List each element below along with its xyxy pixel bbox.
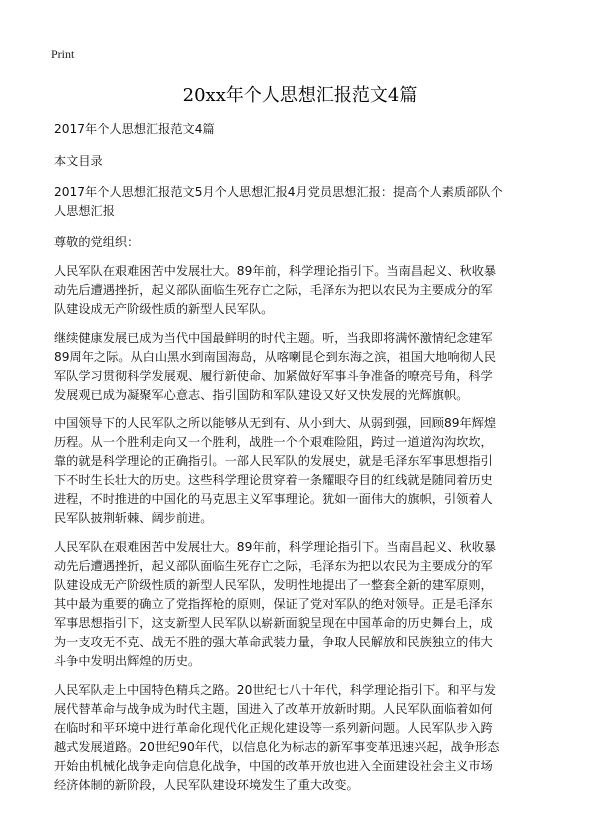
paragraph-line: 越式发展道路。20世纪90年代，以信息化为标志的新军事变革迅速兴起，战争形态 [54,740,500,754]
paragraph-4 [54,538,554,671]
paragraph-line: 中国领导下的人民军队之所以能够从无到有、从小到大、从弱到强，回顾89年辉煌 [54,416,497,430]
paragraph-3 [54,414,554,528]
subtitle: 2017年个人思想汇报范文4篇 [54,122,215,136]
paragraph-line: 斗争中发明出辉煌的历史。 [54,654,201,668]
paragraph-line: 动先后遭遇挫折，起义部队面临生死存亡之际，毛泽东为把以农民为主要成分的军 [54,559,493,573]
paragraph-line: 民军队披荆斩棘、阔步前进。 [54,511,213,525]
paragraph-2 [54,329,554,405]
paragraph-line: 军事思想指引下，这支新型人民军队以崭新面貌呈现在中国革命的历史舞台上，成 [54,616,493,630]
paragraph-line: 为一支攻无不克、战无不胜的强大革命武装力量，争取人民解放和民族独立的伟大 [54,635,493,649]
paragraph-line: 人民军队在艰难困苦中发展壮大。89年前，科学理论指引下。当南昌起义、秋收暴 [54,540,497,554]
document-title: 20xx年个人思想汇报范文4篇 [182,85,418,106]
paragraph-line: 进程，不时推进的中国化的马克思主义军事理论。犹如一面伟大的旗帜，引领着人 [54,492,493,506]
paragraph-line: 下不时生长壮大的历史。这些科学理论贯穿着一条耀眼夺目的红线就是随同着历史 [54,473,493,487]
paragraph-1 [54,262,554,319]
paragraph-line: 靠的就是科学理论的正确指引。一部人民军队的发展史，就是毛泽东军事思想指引 [54,454,493,468]
toc-line: 2017年个人思想汇报范文5月个人思想汇报4月党员思想汇报：提高个人素质部队个 [54,185,503,199]
toc-entry[interactable] [54,183,554,221]
toc-line: 人思想汇报 [54,204,115,218]
paragraph-line: 人民军队在艰难困苦中发展壮大。89年前，科学理论指引下。当南昌起义、秋收暴 [54,264,497,278]
paragraph-line: 军队学习贯彻科学发展观、履行新使命、加紧做好军事斗争准备的嘹亮号角，科学 [54,369,493,383]
paragraph-line: 经济体制的新阶段，人民军队建设环境发生了重大改变。 [54,778,359,792]
paragraph-5 [54,681,554,795]
toc-label: 本文目录 [54,154,103,168]
print-link[interactable]: Print [51,47,75,61]
paragraph-line: 展代替革命与战争成为时代主题，国进入了改革开放新时期。人民军队面临着如何 [54,702,493,716]
paragraph-line: 人民军队走上中国特色精兵之路。20世纪七八十年代，科学理论指引下。和平与发 [54,683,497,697]
paragraph-line: 继续健康发展已成为当代中国最鲜明的时代主题。听，当我即将满怀激情纪念建军 [54,331,493,345]
paragraph-line: 其中最为重要的确立了党指挥枪的原则，保证了党对军队的绝对领导。正是毛泽东 [54,597,493,611]
paragraph-line: 发展观已成为凝聚军心意志、指引国防和军队建设又好又快发展的光辉旗帜。 [54,388,469,402]
paragraph-line: 队建设成无产阶级性质的新型人民军队。 [54,302,274,316]
paragraph-line: 动先后遭遇挫折，起义部队面临生死存亡之际，毛泽东为把以农民为主要成分的军 [54,283,493,297]
paragraph-line: 队建设成无产阶级性质的新型人民军队，发明性地提出了一整套全新的建军原则， [54,578,493,592]
paragraph-line: 开始由机械化战争走向信息化战争，中国的改革开放也进入全面建设社会主义市场 [54,759,493,773]
paragraph-line: 89周年之际。从白山黑水到南国海岛，从喀喇昆仑到东海之滨，祖国大地响彻人民 [54,350,497,364]
salutation: 尊敬的党组织： [54,235,140,249]
paragraph-line: 在临时和平环境中进行革命化现代化正规化建设等一系列新问题。人民军队步入跨 [54,721,493,735]
paragraph-line: 历程。从一个胜利走向又一个胜利，战胜一个个艰难险阻，跨过一道道沟沟坎坎， [54,435,493,449]
